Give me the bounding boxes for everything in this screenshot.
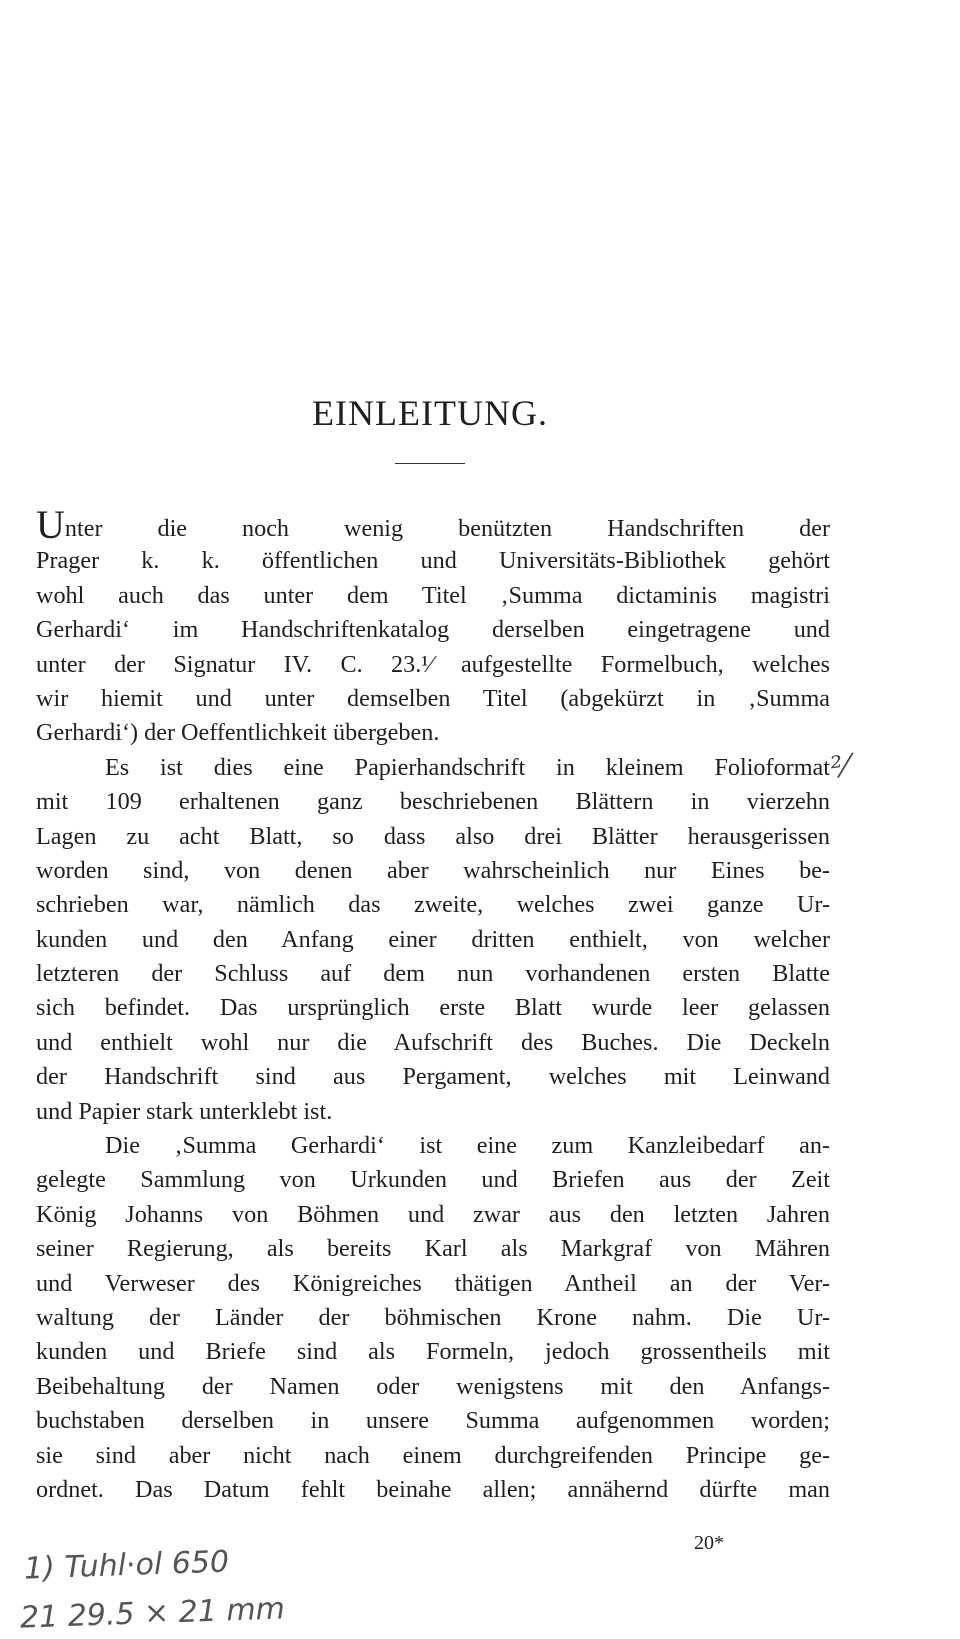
text-line: Gerhardi‘ im Handschriftenkatalog derselben eingetragene und: [36, 616, 830, 644]
text-line: Prager k. k. öffentlichen und Universitäts-Bibliothek gehört: [36, 547, 830, 575]
heading-rule: [395, 463, 465, 464]
text-line: ordnet. Das Datum fehlt beinahe allen; annähernd dürfte man: [36, 1475, 830, 1503]
text-line: kunden und den Anfang einer dritten enthielt, von welcher: [36, 925, 830, 953]
text-line-content: nter die noch wenig benützten Handschriften der: [64, 515, 830, 542]
body-text: [36, 502, 830, 1507]
text-line: und Papier stark unterklebt ist.: [36, 1097, 333, 1125]
drop-cap: U: [36, 502, 65, 547]
text-line: kunden und Briefe sind als Formeln, jedoch grossentheils mit: [36, 1338, 830, 1366]
text-line: waltung der Länder der böhmischen Krone nahm. Die Ur-: [36, 1303, 830, 1331]
text-line: seiner Regierung, als bereits Karl als Markgraf von Mähren: [36, 1235, 830, 1263]
pencil-note: 21 29.5 × 21 mm: [19, 1591, 286, 1636]
text-line: letzteren der Schluss auf dem nun vorhandenen ersten Blatte: [36, 960, 830, 988]
text-line: buchstaben derselben in unsere Summa aufgenommen worden;: [36, 1407, 830, 1435]
text-line: worden sind, von denen aber wahrscheinlich nur Eines be-: [36, 856, 830, 884]
text-line: Lagen zu acht Blatt, so dass also drei Blätter herausgerissen: [36, 822, 830, 850]
margin-annotation: ²⁄: [828, 748, 851, 787]
page-number: 20*: [694, 1532, 724, 1554]
text-line: unter der Signatur IV. C. 23.¹⁄ aufgestellte Formelbuch, welches: [36, 650, 830, 678]
text-line: König Johanns von Böhmen und zwar aus den letzten Jahren: [36, 1200, 830, 1228]
text-line: gelegte Sammlung von Urkunden und Briefen aus der Zeit: [36, 1166, 830, 1194]
text-line: der Handschrift sind aus Pergament, welches mit Leinwand: [36, 1063, 830, 1091]
text-line: sie sind aber nicht nach einem durchgreifenden Principe ge-: [36, 1441, 830, 1469]
text-line: Es ist dies eine Papierhandschrift in kleinem Folioformat: [105, 753, 830, 781]
text-line: Die ‚Summa Gerhardi‘ ist eine zum Kanzleibedarf an-: [105, 1132, 830, 1160]
text-line: Beibehaltung der Namen oder wenigstens mit den Anfangs-: [36, 1372, 830, 1400]
text-line: schrieben war, nämlich das zweite, welches zwei ganze Ur-: [36, 891, 830, 919]
text-line: und Verweser des Königreiches thätigen Antheil an der Ver-: [36, 1269, 830, 1297]
text-line: wohl auch das unter dem Titel ‚Summa dictaminis magistri: [36, 581, 830, 609]
text-line: wir hiemit und unter demselben Titel (abgekürzt in ‚Summa: [36, 684, 830, 712]
text-line: mit 109 erhaltenen ganz beschriebenen Blättern in vierzehn: [36, 788, 830, 816]
pencil-note: 1) Tuhl⋅ol 650: [23, 1544, 230, 1587]
text-line: sich befindet. Das ursprünglich erste Blatt wurde leer gelassen: [36, 994, 830, 1022]
text-line: [36, 502, 830, 547]
text-line: Gerhardi‘) der Oeffentlichkeit übergeben.: [36, 719, 440, 747]
text-line: und enthielt wohl nur die Aufschrift des Buches. Die Deckeln: [36, 1028, 830, 1056]
chapter-heading: EINLEITUNG.: [312, 393, 548, 433]
